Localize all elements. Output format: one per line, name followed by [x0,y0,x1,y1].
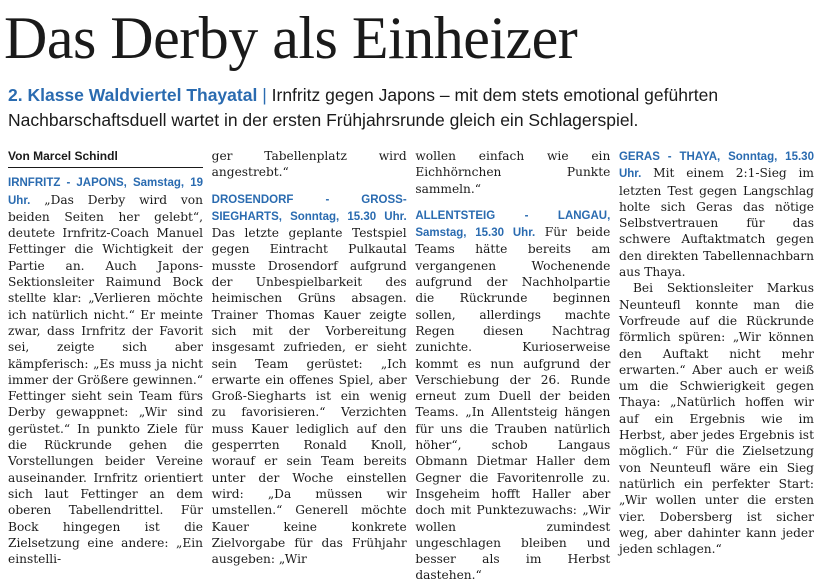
deck-text: Irnfritz gegen Japons – mit dem stets emotional geführten Nachbarschaftsduell wartet in der ersten Frühjahrsrunde gleich ein Schlagerspiel. [8,85,719,130]
body-text: Mit einem 2:1-Sieg im letzten Test gegen Langschlag holte sich Geras das nötige Selbstvertrauen für das schwere Auftaktmatch gegen den direkten Tabellennachbarn aus Thaya. [618,166,814,280]
body-text: ger Tabellenplatz wird angestrebt.“ [211,149,407,180]
section-heading-allentsteig-langau: ALLENTSTEIG - LANGAU, Samstag, 15.30 Uhr. [415,209,611,240]
deck [8,83,814,133]
body-text: Bei Sektionsleiter Markus Neunteufl konnte man die Vorfreude auf die Rückrunde förmlich spüren: „Wir können den Auftakt nicht mehr erwarten.“ Aber auch er weiß um die Schwierigkeit gegen Thaya: „Natürlich hoffen wir auf ein Ergebnis wie im Herbst, aber jedes Ergebnis ist möglich.“ Für die Zielsetzung von Neunteufl wäre ein Sieg natürlich ein perfekter Start: „Wir wollen unter die ersten vier. Dobersberg ist sicher weg, aber dahinter kann jeder jeden schlagen.“ [618,281,814,557]
body-text: Für beide Teams hätte bereits am vergangenen Wochenende aufgrund der Nachholpartie die Rückrunde beginnen sollen, allerdings machte Regen diesen Nachtrag zunichte. Kurioserweise kommt es nun aufgrund der Verschiebung der 26. Runde erneut zum Duell der beiden Teams. „In Allentsteig hängen für uns die Trauben natürlich höher“, schob Langaus Obmann Dietmar Haller dem Gegner die Favoritenrolle zu. Insgeheim hofft Haller aber doch mit Punktezuwachs: „Wir wollen zumindest ungeschlagen bleiben und besser als im Herbst dastehen.“ [415,225,611,583]
article-columns [8,148,814,583]
column-1 [8,148,203,567]
column-3 [415,148,611,583]
author-byline: Von Marcel Schindl [8,148,203,168]
body-text: „Das Derby wird von beiden Seiten her gelebt“, deutete Irnfritz-Coach Manuel Fettinger die Wichtigkeit der Partie an. Auch Japons-Sektionsleiter Raimund Bock stellte klar: „Verlieren möchte ich natürlich nicht.“ Er meinte zwar, dass Irnfritz der Favorit sei, zeigte sich aber kämpferisch: „Es muss ja nicht immer der Größere gewinnen.“ Fettinger sieht sein Team fürs Derby gewappnet: „Wir sind gerüstet.“ In punkto Ziele für die Rückrunde gehen die Vorstellungen beider Vereine auseinander. Irnfritz orientiert sich laut Fettinger an dem oberen Tabellendrittel. Für Bock hingegen ist die Zielsetzung eine andere: „Ein einstelli- [8,192,203,567]
deck-kicker: 2. Klasse Waldviertel Thayatal [8,85,258,105]
body-text: wollen einfach wie ein Eichhörnchen Punkte sammeln.“ [415,149,611,196]
column-4 [618,148,814,557]
section-heading-irnfritz-japons: IRNFRITZ - JAPONS, Samstag, 19 Uhr. [8,177,203,207]
column-2 [211,148,407,567]
section-heading-geras-thaya: GERAS - THAYA, Sonntag, 15.30 Uhr. [618,151,814,181]
section-heading-drosendorf-gross-siegharts: DROSENDORF - GROSS-SIEGHARTS, Sonntag, 15.30 Uhr. [211,193,407,223]
headline: Das Derby als Einheizer [4,5,578,71]
body-text: Das letzte geplante Testspiel gegen Eintracht Pulkautal musste Drosendorf aufgrund der Unbespielbarkeit des heimischen Grüns absagen. Trainer Thomas Kauer zeigte sich mit der Vorbereitung insgesamt zufrieden, er sieht sein Team gerüstet: „Ich erwarte ein offenes Spiel, aber Groß-Siegharts ist ein wenig zu favorisieren.“ Verzichten muss Kauer lediglich auf den gesperrten Ronald Knoll, worauf er sein Team bereits unter der Woche einstellen wird: „Da müssen wir umstellen.“ Generell möchte Kauer keine konkrete Zielvorgabe für das Frühjahr ausgeben: „Wir [211,226,407,567]
deck-separator: | [262,85,267,105]
